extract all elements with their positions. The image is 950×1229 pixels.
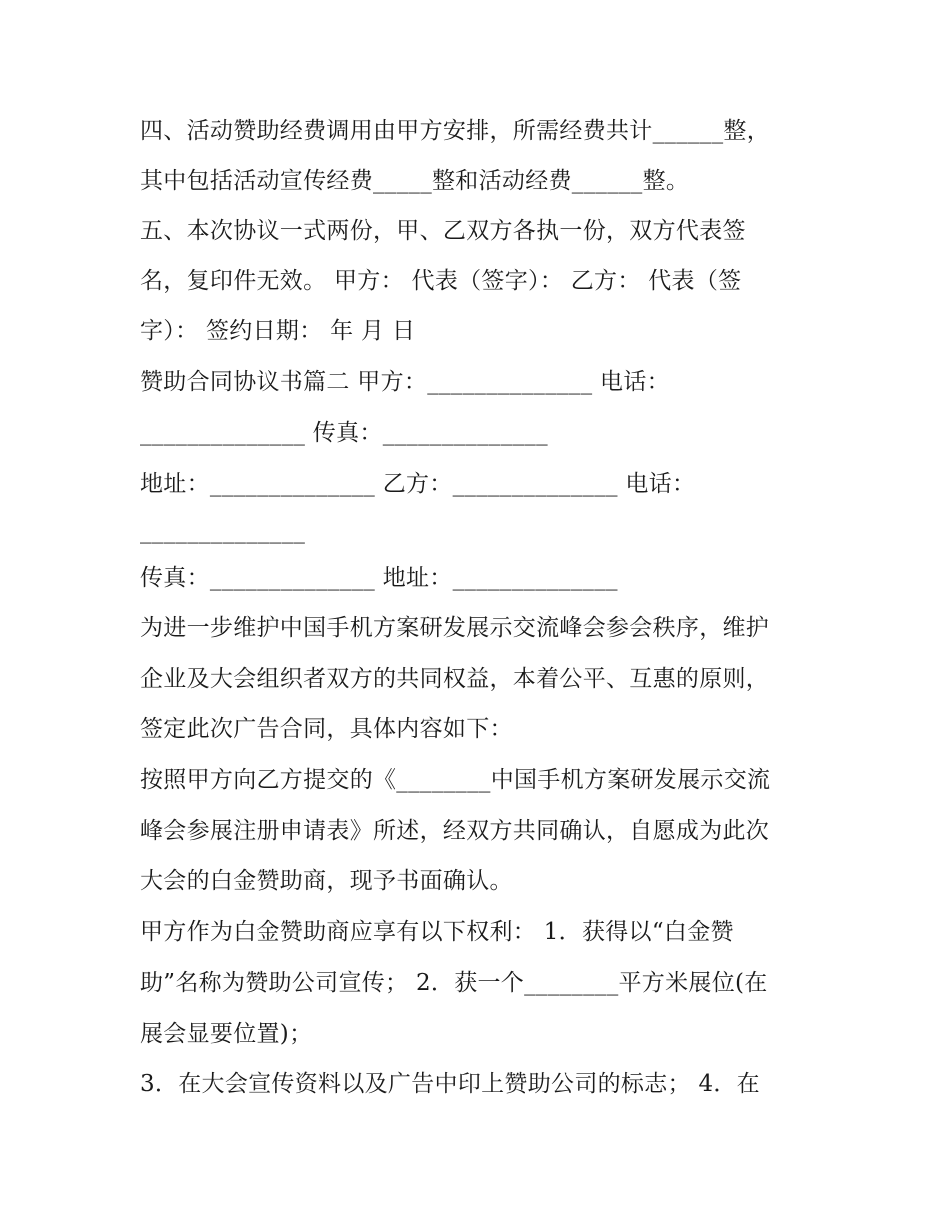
text-line: 企业及大会组织者双方的共同权益，本着公平、互惠的原则， [140, 666, 770, 692]
text-line: 其中包括活动宣传经费_____整和活动经费______整。 [140, 168, 690, 194]
text-line: 四、活动赞助经费调用由甲方安排，所需经费共计______整， [140, 118, 770, 144]
text-line: 赞助合同协议书篇二 甲方：______________ 电话： [140, 369, 670, 395]
text-line: 甲方作为白金赞助商应享有以下权利： 1．获得以“白金赞 [140, 919, 734, 945]
text-line: 大会的白金赞助商，现予书面确认。 [140, 868, 513, 894]
text-line: 名，复印件无效。 甲方： 代表（签字）： 乙方： 代表（签 [140, 268, 742, 294]
text-line: 签定此次广告合同，具体内容如下： [140, 716, 513, 742]
text-line: 展会显要位置)； [140, 1021, 313, 1047]
text-line: 助”名称为赞助公司宣传； 2．获一个________平方米展位(在 [140, 970, 768, 996]
text-line: 地址：______________ 乙方：______________ 电话： [140, 471, 696, 497]
text-line: 峰会参展注册申请表》所述，经双方共同确认，自愿成为此次 [140, 818, 770, 844]
text-line: 为进一步维护中国手机方案研发展示交流峰会参会秩序，维护 [140, 615, 770, 641]
text-line: ______________ 传真：______________ [140, 420, 548, 446]
text-line: ______________ [140, 518, 306, 544]
text-line: 3．在大会宣传资料以及广告中印上赞助公司的标志； 4．在 [140, 1071, 760, 1097]
text-line: 五、本次协议一式两份，甲、乙双方各执一份，双方代表签 [140, 218, 746, 244]
text-line: 传真：______________ 地址：______________ [140, 565, 618, 591]
text-line: 字）： 签约日期： 年 月 日 [140, 318, 416, 344]
text-line: 按照甲方向乙方提交的《________中国手机方案研发展示交流 [140, 767, 771, 793]
